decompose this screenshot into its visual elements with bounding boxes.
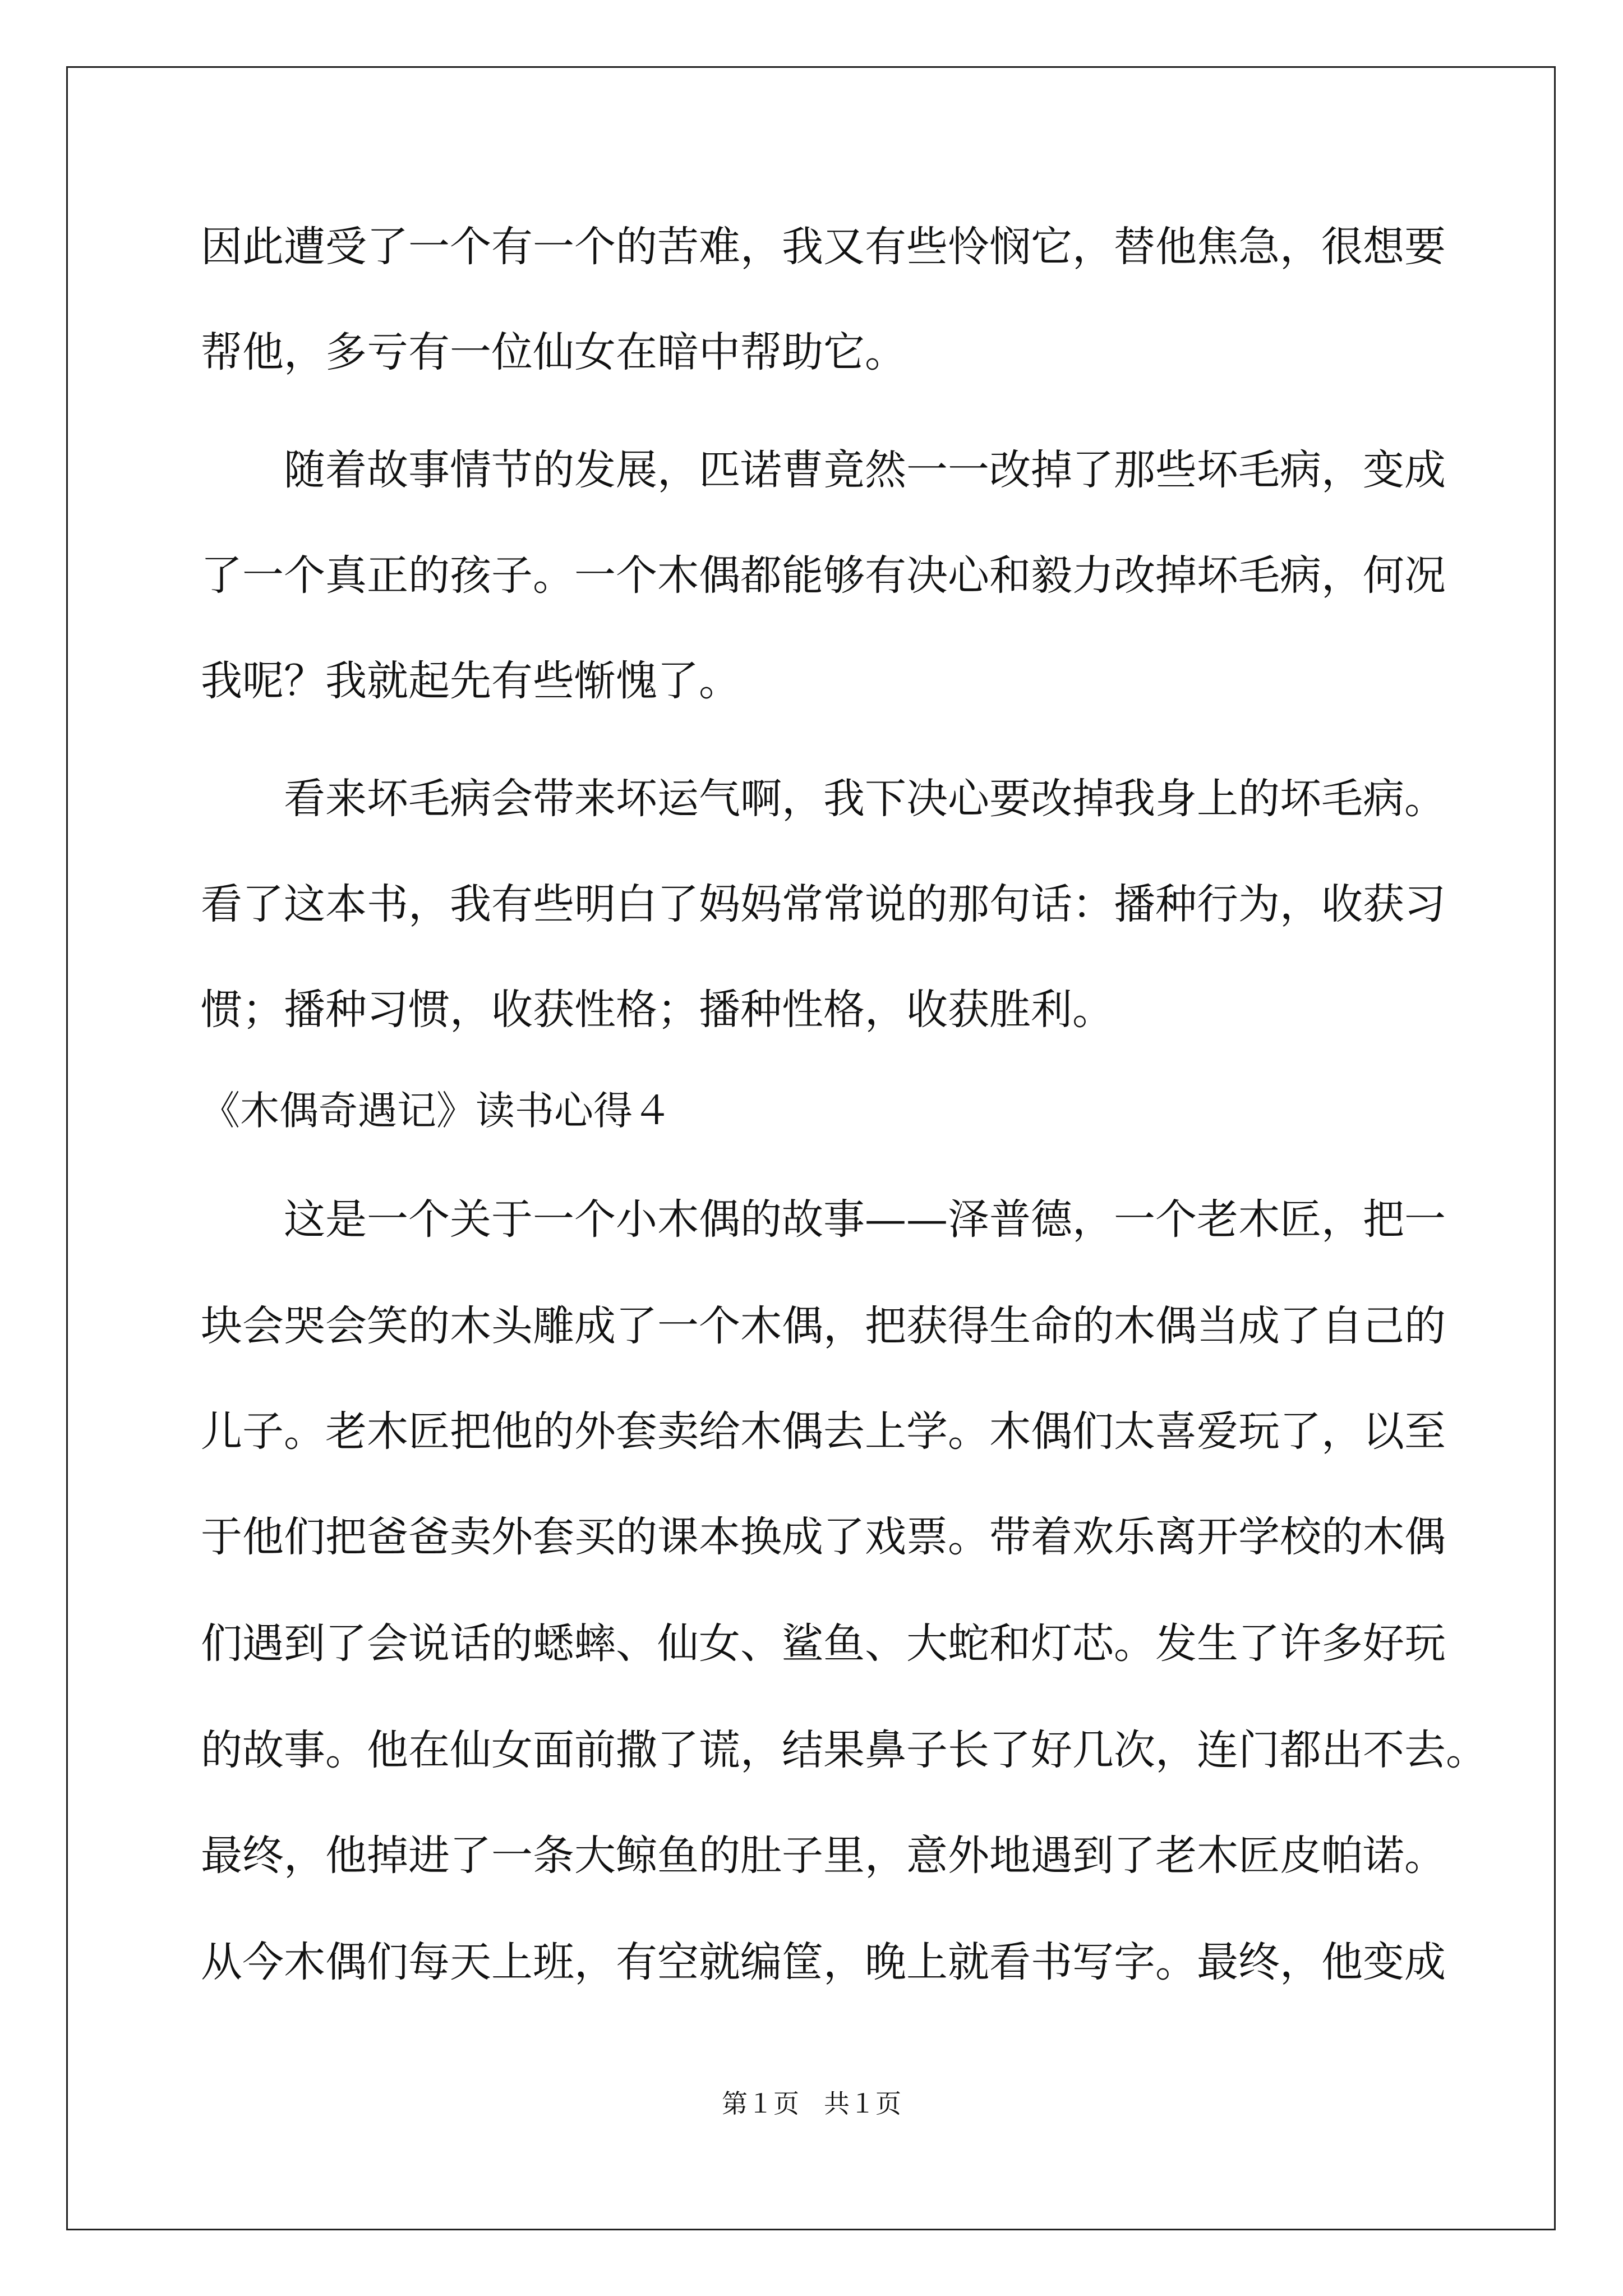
text-line: 块会哭会笑的木头雕成了一个木偶，把获得生命的木偶当成了自己的	[201, 1302, 1446, 1350]
page-border	[66, 66, 1556, 2230]
text-line: 因此遭受了一个有一个的苦难，我又有些怜悯它，替他焦急，很想要	[201, 223, 1446, 271]
text-line: 于他们把爸爸卖外套买的课本换成了戏票。带着欢乐离开学校的木偶	[201, 1513, 1446, 1561]
page-footer	[0, 2087, 1623, 2120]
text-line: 看了这本书，我有些明白了妈妈常常说的那句话：播种行为，收获习	[201, 880, 1446, 928]
text-line: 们遇到了会说话的蟋蟀、仙女、鲨鱼、大蛇和灯芯。发生了许多好玩	[201, 1619, 1446, 1668]
text-line: 从今木偶们每天上班，有空就编筐，晚上就看书写字。最终，他变成	[201, 1938, 1446, 1986]
page-total: 共１页	[824, 2088, 901, 2119]
text-line: 最终，他掉进了一条大鲸鱼的肚子里，意外地遇到了老木匠皮帕诺。	[201, 1832, 1446, 1880]
page-number: 第１页	[722, 2088, 799, 2119]
text-line: 惯；播种习惯，收获性格；播种性格，收获胜利。	[201, 986, 1114, 1034]
text-line: 的故事。他在仙女面前撒了谎，结果鼻子长了好几次，连门都出不去。	[201, 1726, 1487, 1774]
text-line: 了一个真正的孩子。一个木偶都能够有决心和毅力改掉坏毛病，何况	[201, 551, 1446, 600]
text-line: 看来坏毛病会带来坏运气啊，我下决心要改掉我身上的坏毛病。	[284, 775, 1446, 823]
section-heading: 《木偶奇遇记》读书心得４	[201, 1088, 672, 1134]
text-line: 我呢？我就起先有些惭愧了。	[201, 657, 740, 705]
text-line: 帮他，多亏有一位仙女在暗中帮助它。	[201, 328, 906, 376]
text-line: 随着故事情节的发展，匹诺曹竟然一一改掉了那些坏毛病，变成	[284, 446, 1446, 494]
text-line: 这是一个关于一个小木偶的故事——泽普德，一个老木匠，把一	[284, 1195, 1446, 1244]
text-line: 儿子。老木匠把他的外套卖给木偶去上学。木偶们太喜爱玩了，以至	[201, 1407, 1446, 1456]
